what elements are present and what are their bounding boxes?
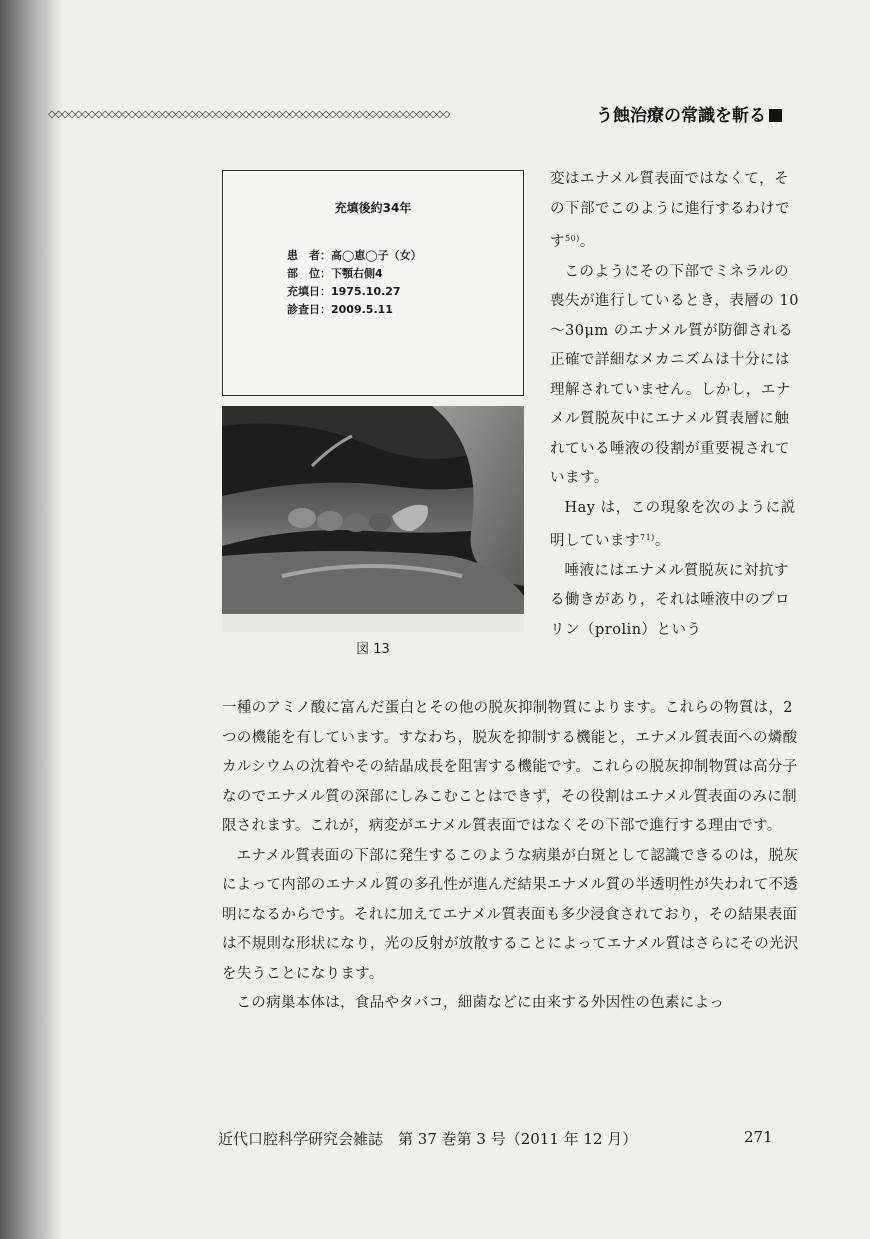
right-column-text: [550, 165, 800, 645]
header-diamond-rule: ◇◇◇◇◇◇◇◇◇◇◇◇◇◇◇◇◇◇◇◇◇◇◇◇◇◇◇◇◇◇◇◇◇◇◇◇◇◇◇◇◇◇◇◇◇◇◇◇◇◇◇◇◇◇◇◇◇◇◇◇: [48, 109, 450, 120]
book-spine-shadow: [0, 0, 64, 1239]
footer-journal-citation: 近代口腔科学研究会雑誌 第 37 巻第 3 号（2011 年 12 月）: [218, 1130, 638, 1148]
citation: 50): [565, 234, 580, 243]
patient-info-box: [222, 170, 524, 396]
info-row-fill-date: 充填日：1975.10.27: [287, 285, 401, 298]
running-header-title: う蝕治療の常識を斬る: [596, 106, 766, 126]
paragraph: エナメル質表面の下部に発生するこのような病巣が白斑として認識できるのは，脱灰によって内部のエナメル質の多孔性が進んだ結果エナメル質の半透明性が失われて不透明になるからです。それに加えてエナメル質表面も多少浸食されており，その結果表面は不規則な形状になり，光の反射が放散することによってエナメル質はさらにその光沢を失うことになります。: [222, 847, 799, 982]
figure-caption: 図 13: [356, 642, 390, 657]
info-row-site: 部 位：下顎右側4: [287, 267, 383, 280]
page-number: 271: [744, 1128, 773, 1146]
citation: 71): [640, 533, 655, 542]
paragraph: この病巣本体は，食品やタバコ，細菌などに由来する外因性の色素によっ: [236, 995, 725, 1011]
info-row-exam-date: 診査日：2009.5.11: [287, 303, 393, 316]
square-icon: [769, 109, 782, 122]
paragraph: 一種のアミノ酸に富んだ蛋白とその他の脱灰抑制物質によります。これらの物質は，2つの機能を有しています。すなわち，脱灰を抑制する機能と，エナメル質表面への燐酸カルシウムの沈着やその結晶成長を阻害する機能です。これらの脱灰抑制物質は高分子なのでエナメル質の深部にしみこむことはできず，その役割はエナメル質表面のみに制限されます。これが，病変がエナメル質表面ではなくその下部で進行する理由です。: [222, 700, 798, 834]
running-header: [596, 104, 782, 128]
info-rows: [287, 247, 422, 319]
paragraph: Hay は，この現象を次のように説明しています$^{71)}$。: [550, 499, 796, 549]
paragraph: 変はエナメル質表面ではなくて，その下部でこのように進行するわけです$^{50)}$。: [550, 171, 790, 250]
intraoral-photo: [222, 406, 524, 632]
paragraph: このようにその下部でミネラルの喪失が進行しているとき，表層の 10～30μm のエナメル質が防御される正確で詳細なメカニズムは十分には理解されていません。しかし，エナメル質脱灰中にエナメル質表層に触れている唾液の役割が重要視されています。: [550, 263, 799, 486]
info-row-patient: 患 者：高◯恵◯子（女）: [287, 249, 422, 262]
info-box-title: 充填後約34年: [334, 201, 412, 215]
full-width-body-text: [222, 694, 800, 1019]
intraoral-photo-drawing: [222, 406, 524, 632]
paragraph: 唾液にはエナメル質脱灰に対抗する働きがあり，それは唾液中のプロリン（prolin）という: [550, 562, 790, 638]
